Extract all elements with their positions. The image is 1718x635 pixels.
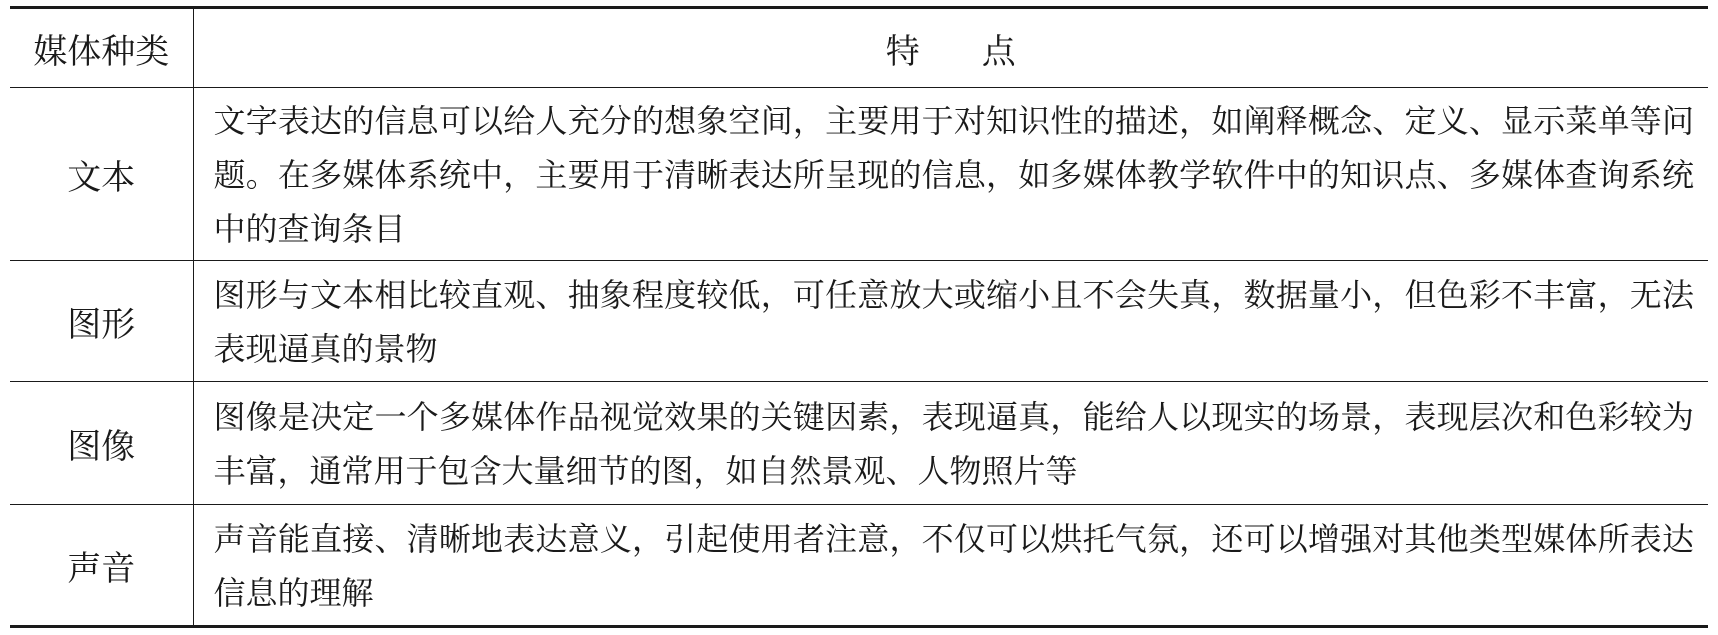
header-row: [10, 8, 1708, 88]
media-type-cell: 文本: [10, 88, 193, 261]
media-types-table: [10, 6, 1708, 628]
feature-cell: 文字表达的信息可以给人充分的想象空间，主要用于对知识性的描述，如阐释概念、定义、显示菜单等问题。在多媒体系统中，主要用于清晰表达所呈现的信息，如多媒体教学软件中的知识点、多媒体查询系统中的查询条目: [193, 88, 1708, 261]
table-body: [10, 88, 1708, 627]
media-type-cell: 图形: [10, 261, 193, 382]
feature-cell: 声音能直接、清晰地表达意义，引起使用者注意，不仅可以烘托气氛，还可以增强对其他类型媒体所表达信息的理解: [213, 520, 1694, 612]
media-type-cell: 图像: [10, 382, 193, 505]
table-row: [10, 505, 1708, 627]
media-types-table-container: [10, 6, 1708, 628]
media-type-cell: 声音: [10, 505, 193, 627]
header-features-label: 特点: [885, 31, 1078, 72]
feature-cell: 图形与文本相比较直观、抽象程度较低，可任意放大或缩小且不会失真，数据量小，但色彩不丰富，无法表现逼真的景物: [193, 261, 1708, 382]
table-header: [10, 8, 1708, 88]
table-row: [10, 88, 1708, 261]
header-media-type: 媒体种类: [10, 8, 193, 88]
feature-cell: 图像是决定一个多媒体作品视觉效果的关键因素，表现逼真，能给人以现实的场景，表现层次和色彩较为丰富，通常用于包含大量细节的图，如自然景观、人物照片等: [193, 382, 1708, 505]
table-row: [10, 261, 1708, 382]
table-row: [10, 382, 1708, 505]
header-features: [193, 8, 1708, 88]
